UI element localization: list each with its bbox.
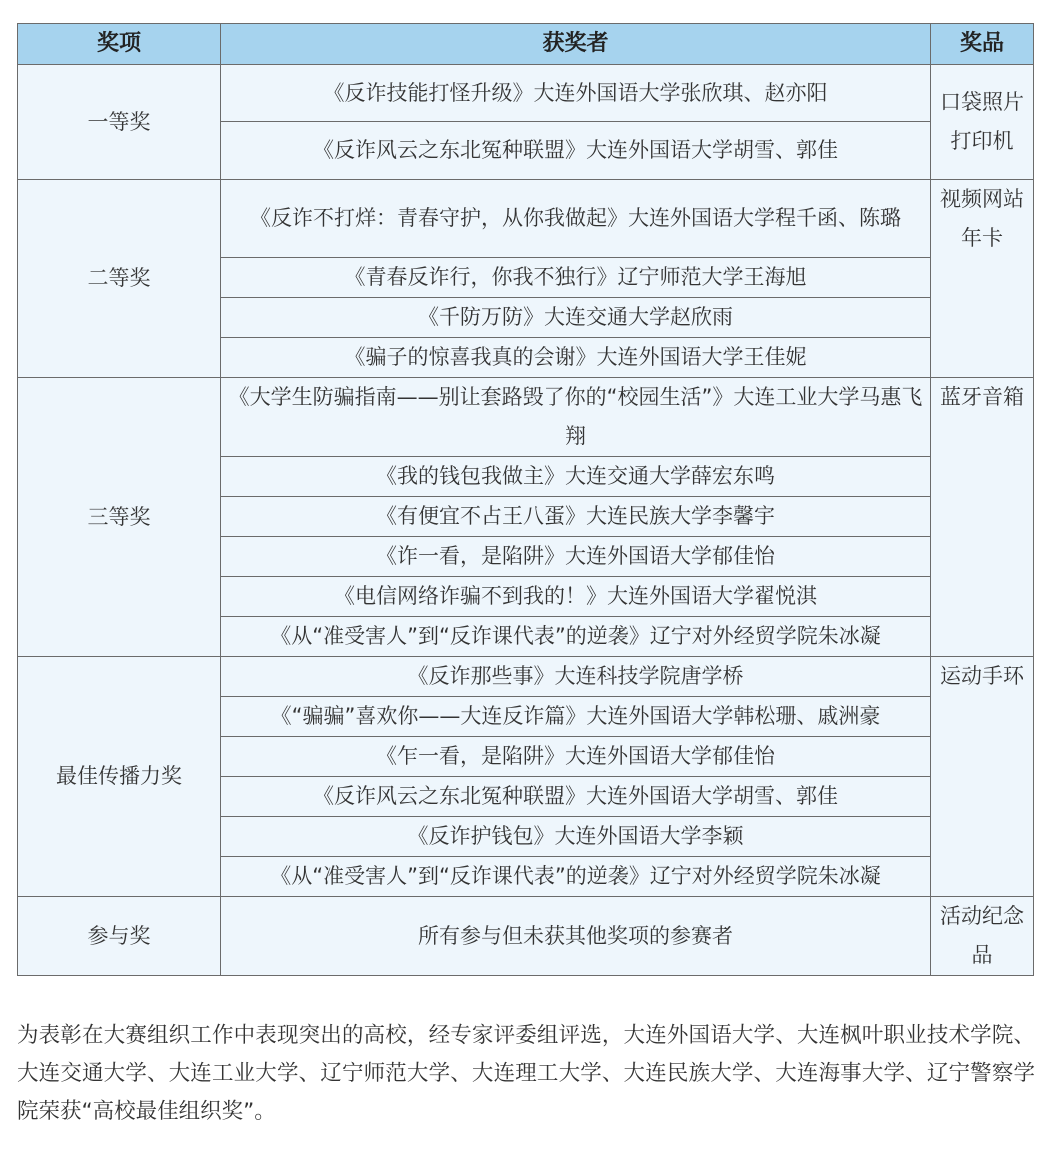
award-name-cell: 二等奖 xyxy=(18,180,221,378)
winner-cell: 《反诈风云之东北冤种联盟》大连外国语大学胡雪、郭佳 xyxy=(221,122,931,180)
winner-cell: 所有参与但未获其他奖项的参赛者 xyxy=(221,897,931,976)
award-name-cell: 参与奖 xyxy=(18,897,221,976)
winner-cell: 《反诈护钱包》大连外国语大学李颖 xyxy=(221,817,931,857)
award-name-cell: 一等奖 xyxy=(18,65,221,180)
table-row xyxy=(18,897,1034,976)
header-row xyxy=(18,24,1034,65)
award-name-cell: 三等奖 xyxy=(18,378,221,657)
header-award: 奖项 xyxy=(18,24,221,65)
header-prize: 奖品 xyxy=(931,24,1034,65)
award-name-cell: 最佳传播力奖 xyxy=(18,657,221,897)
winner-cell: 《大学生防骗指南——别让套路毁了你的“校园生活”》大连工业大学马惠飞翔 xyxy=(221,378,931,457)
winner-cell: 《乍一看，是陷阱》大连外国语大学郁佳怡 xyxy=(221,737,931,777)
organization-award-paragraph: 为表彰在大赛组织工作中表现突出的高校，经专家评委组评选，大连外国语大学、大连枫叶职业技术学院、大连交通大学、大连工业大学、辽宁师范大学、大连理工大学、大连民族大学、大连海事大学、辽宁警察学院荣获“高校最佳组织奖”。 xyxy=(17,1023,1035,1124)
winner-cell: 《“骗骗”喜欢你——大连反诈篇》大连外国语大学韩松珊、戚洲豪 xyxy=(221,697,931,737)
winner-cell: 《千防万防》大连交通大学赵欣雨 xyxy=(221,298,931,338)
winner-cell: 《从“准受害人”到“反诈课代表”的逆袭》辽宁对外经贸学院朱冰凝 xyxy=(221,857,931,897)
table-row xyxy=(18,657,1034,697)
winner-cell: 《我的钱包我做主》大连交通大学薛宏东鸣 xyxy=(221,457,931,497)
prize-cell: 运动手环 xyxy=(931,657,1034,897)
winner-cell: 《有便宜不占王八蛋》大连民族大学李馨宇 xyxy=(221,497,931,537)
prize-cell: 口袋照片打印机 xyxy=(931,65,1034,180)
table-row xyxy=(18,180,1034,258)
award-table-body xyxy=(18,65,1034,976)
winner-cell: 《反诈不打烊：青春守护，从你我做起》大连外国语大学程千函、陈璐 xyxy=(221,180,931,258)
winner-cell: 《青春反诈行，你我不独行》辽宁师范大学王海旭 xyxy=(221,258,931,298)
winner-cell: 《骗子的惊喜我真的会谢》大连外国语大学王佳妮 xyxy=(221,338,931,378)
winner-cell: 《从“准受害人”到“反诈课代表”的逆袭》辽宁对外经贸学院朱冰凝 xyxy=(221,617,931,657)
prize-cell: 视频网站年卡 xyxy=(931,180,1034,378)
winner-cell: 《反诈风云之东北冤种联盟》大连外国语大学胡雪、郭佳 xyxy=(221,777,931,817)
table-row xyxy=(18,378,1034,457)
award-table xyxy=(17,23,1034,976)
table-row xyxy=(18,65,1034,122)
winner-cell: 《电信网络诈骗不到我的！》大连外国语大学翟悦淇 xyxy=(221,577,931,617)
winner-cell: 《反诈那些事》大连科技学院唐学桥 xyxy=(221,657,931,697)
winner-cell: 《诈一看，是陷阱》大连外国语大学郁佳怡 xyxy=(221,537,931,577)
prize-cell: 活动纪念品 xyxy=(931,897,1034,976)
header-winners: 获奖者 xyxy=(221,24,931,65)
prize-cell: 蓝牙音箱 xyxy=(931,378,1034,657)
winner-cell: 《反诈技能打怪升级》大连外国语大学张欣琪、赵亦阳 xyxy=(221,65,931,122)
